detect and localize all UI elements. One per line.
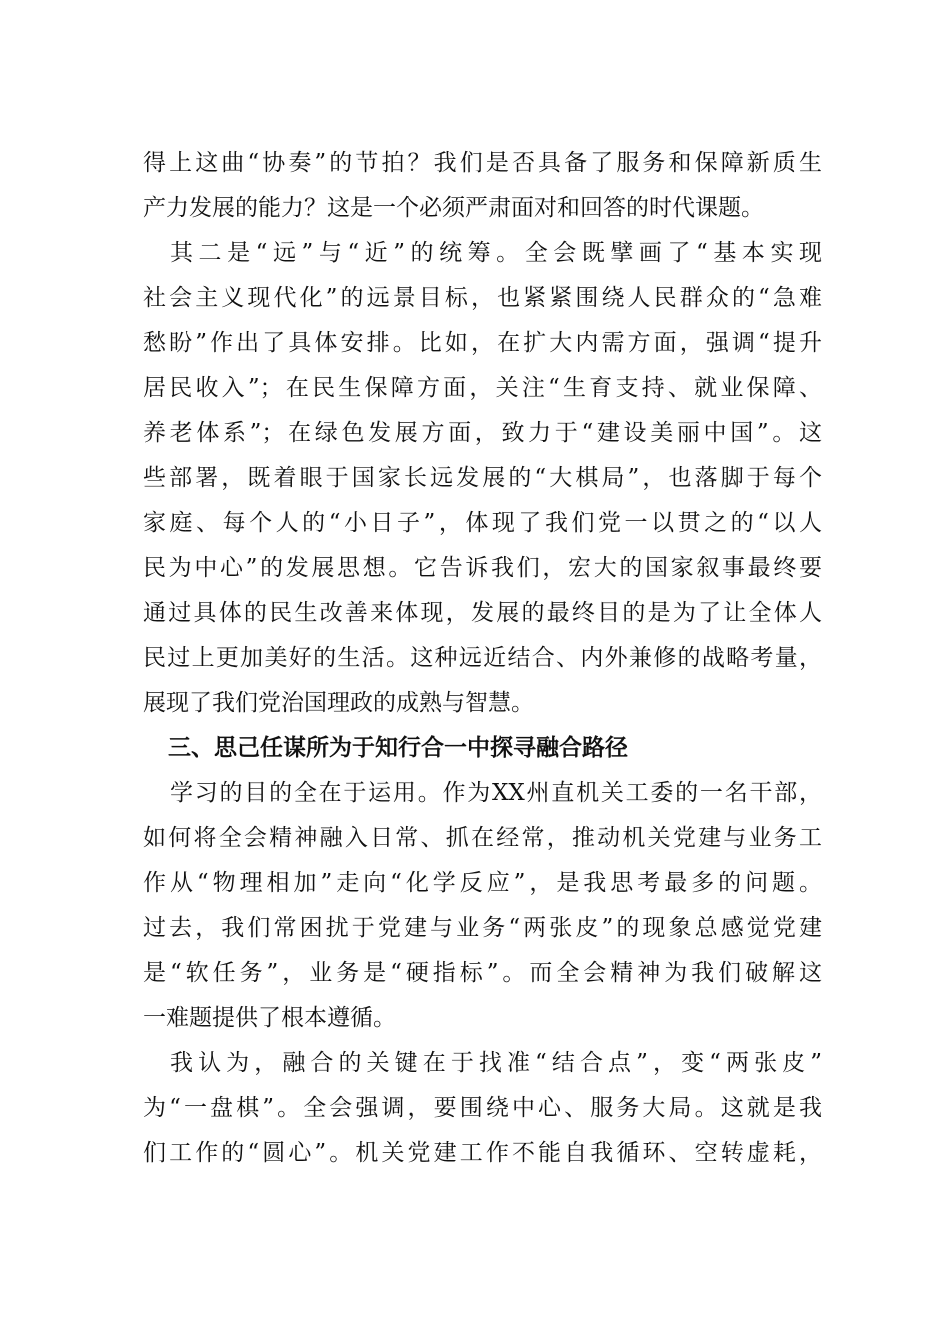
text-line: 过去，我们常困扰于党建与业务“两张皮”的现象总感觉党建 <box>143 915 822 941</box>
text-line: 是“软任务”，业务是“硬指标”。而全会精神为我们破解这 <box>143 960 822 986</box>
text-line: 社会主义现代化”的远景目标，也紧紧围绕人民群众的“急难 <box>143 285 822 311</box>
text-line: 民为中心”的发展思想。它告诉我们，宏大的国家叙事最终要 <box>143 555 822 581</box>
paragraph <box>143 775 822 1045</box>
text-line: 展现了我们党治国理政的成熟与智慧。 <box>143 690 534 716</box>
text-line: 通过具体的民生改善来体现，发展的最终目的是为了让全体人 <box>143 600 822 626</box>
text-line: 居民收入”；在民生保障方面，关注“生育支持、就业保障、 <box>143 375 822 401</box>
paragraph <box>143 235 822 730</box>
text-line: 一难题提供了根本遵循。 <box>143 1005 396 1031</box>
paragraph <box>143 1045 822 1180</box>
section-heading: 三、思己任谋所为于知行合一中探寻融合路径 <box>168 735 628 761</box>
text-line: 学习的目的全在于运用。作为XX州直机关工委的一名干部， <box>170 780 822 806</box>
text-line: 家庭、每个人的“小日子”，体现了我们党一以贯之的“以人 <box>143 510 822 536</box>
document-page <box>143 145 822 1180</box>
text-line: 如何将全会精神融入日常、抓在经常，推动机关党建与业务工 <box>143 825 822 851</box>
text-line: 民过上更加美好的生活。这种远近结合、内外兼修的战略考量， <box>143 645 822 671</box>
text-line: 作从“物理相加”走向“化学反应”，是我思考最多的问题。 <box>143 870 822 896</box>
text-line: 我认为，融合的关键在于找准“结合点”，变“两张皮” <box>170 1050 822 1076</box>
text-line: 为“一盘棋”。全会强调，要围绕中心、服务大局。这就是我 <box>143 1095 822 1121</box>
text-line: 其二是“远”与“近”的统筹。全会既擘画了“基本实现 <box>170 240 822 266</box>
text-line: 些部署，既着眼于国家长远发展的“大棋局”，也落脚于每个 <box>143 465 822 491</box>
paragraph <box>143 145 822 235</box>
text-line: 养老体系”；在绿色发展方面，致力于“建设美丽中国”。这 <box>143 420 822 446</box>
text-line: 愁盼”作出了具体安排。比如，在扩大内需方面，强调“提升 <box>143 330 822 356</box>
text-line: 产力发展的能力？这是一个必须严肃面对和回答的时代课题。 <box>143 195 764 221</box>
text-line: 们工作的“圆心”。机关党建工作不能自我循环、空转虚耗， <box>143 1140 822 1166</box>
text-line: 得上这曲“协奏”的节拍？我们是否具备了服务和保障新质生 <box>143 150 822 176</box>
